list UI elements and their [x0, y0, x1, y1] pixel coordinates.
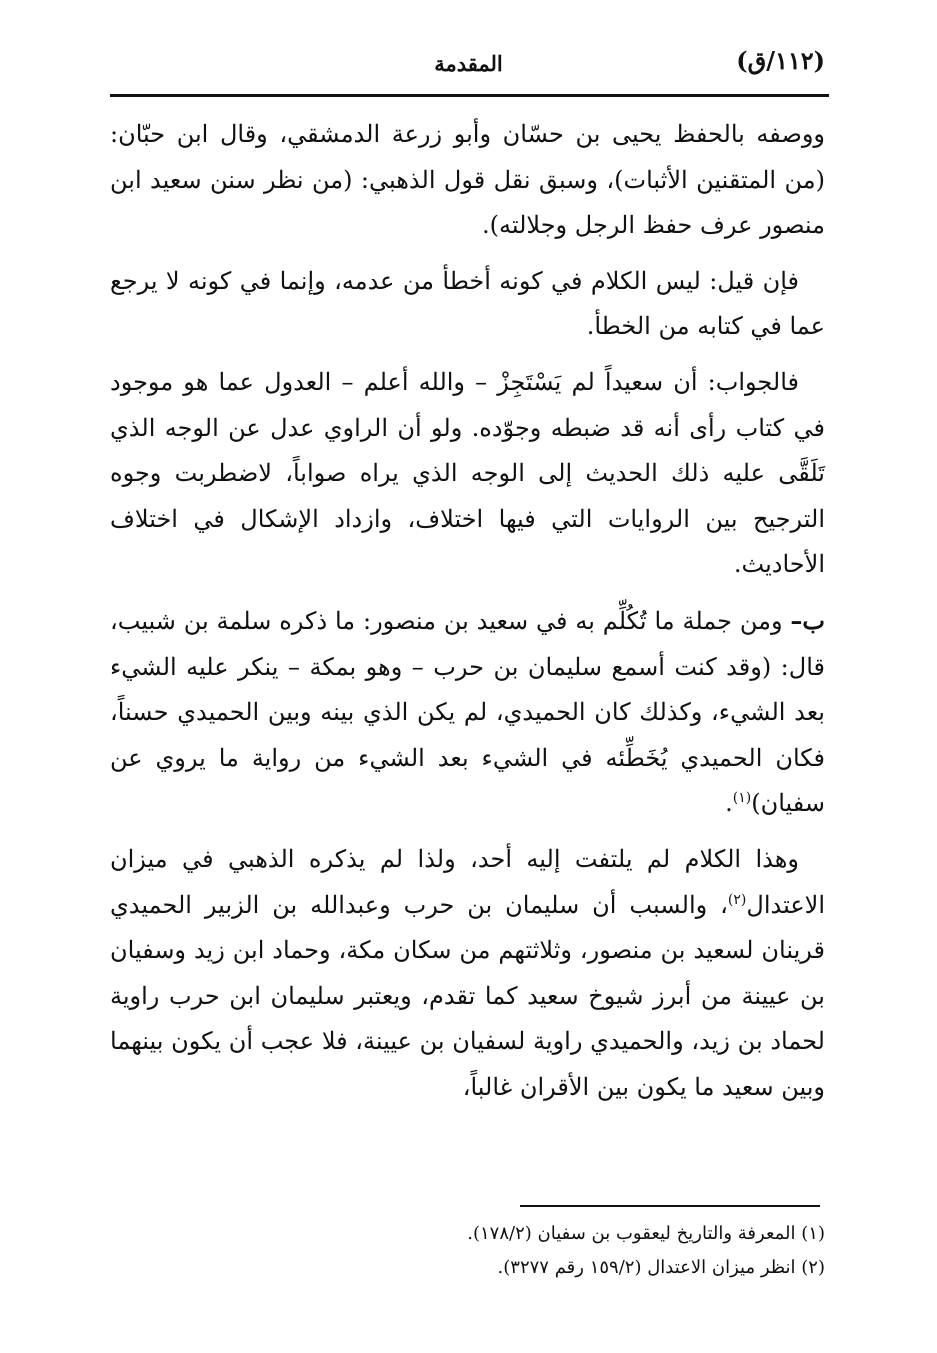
paragraph-4 [110, 598, 825, 827]
paragraph-text: ومن جملة ما تُكُلِّم به في سعيد بن منصور: ما ذكره سلمة بن شبيب، قال: (وقد كنت أسمع سليمان بن حرب – وهو بمكة – ينكر عليه الشيء بعد الشيء، وكذلك كان الحميدي، لم يكن الذي بينه وبين الحميدي حسناً، فكان الحميدي يُخَطِّئه في الشيء بعد الشيء من رواية ما يروي عن سفيان) [110, 606, 825, 818]
header-rule [110, 94, 829, 97]
paragraph-text: ووصفه بالحفظ يحيى بن حسّان وأبو زرعة الدمشقي، وقال ابن حبّان: (من المتقنين الأثبات)، وسبق نقل قول الذهبي: (من نظر سنن سعيد ابن منصور عرف حفظ الرجل وجلالته). [110, 120, 825, 240]
paragraph-text: فإن قيل: ليس الكلام في كونه أخطأ من عدمه، وإنما في كونه لا يرجع عما في كتابه من الخطأ. [110, 266, 825, 341]
paragraph-text: وهذا الكلام لم يلتفت إليه أحد، ولذا لم يذكره الذهبي في ميزان الاعتدال [110, 844, 825, 919]
section-marker: ب– [790, 605, 826, 635]
footnotes [110, 1217, 825, 1285]
paragraph-2 [110, 259, 825, 350]
paragraph-tail: ، والسبب أن سليمان بن حرب وعبدالله بن الزبير الحميدي قرينان لسعيد بن منصور، وثلاثتهم من سكان مكة، وحماد ابن زيد وسفيان بن عيينة من أبرز شيوخ سعيد كما تقدم، ويعتبر سليمان ابن حرب راوية لحماد بن زيد، والحميدي راوية لسفيان بن عيينة، فلا عجب أن يكون بينهما وبين سعيد ما يكون بين الأقران غالباً، [110, 890, 825, 1101]
paragraph-text: فالجواب: أن سعيداً لم يَسْتَجِزْ – والله أعلم – العدول عما هو موجود في كتاب رأى أنه قد ضبطه وجوّده. ولو أن الراوي عدل عن الوجه الذي تَلَقَّى عليه ذلك الحديث إلى الوجه الذي يراه صواباً، لاضطربت وجوه الترجيح بين الروايات التي فيها اختلاف، وازداد الإشكال في اختلاف الأحاديث. [110, 367, 825, 579]
paragraph-3 [110, 360, 825, 588]
footnote-separator [520, 1205, 820, 1207]
paragraph-tail: . [725, 789, 733, 818]
footnote-ref-2: (٢) [727, 891, 747, 908]
body-text [110, 112, 825, 1120]
footnote-ref-1: (١) [732, 790, 752, 807]
paragraph-1 [110, 112, 825, 249]
folio-number: (١١٢/ق) [736, 46, 825, 75]
running-title: المقدمة [434, 51, 503, 76]
paragraph-5 [110, 837, 825, 1111]
footnote-1: (١) المعرفة والتاريخ ليعقوب بن سفيان (١٧٨/٢). [467, 1223, 825, 1244]
footnote-2: (٢) انظر ميزان الاعتدال (١٥٩/٢ رقم ٣٢٧٧). [497, 1257, 825, 1278]
page-header [112, 44, 825, 88]
